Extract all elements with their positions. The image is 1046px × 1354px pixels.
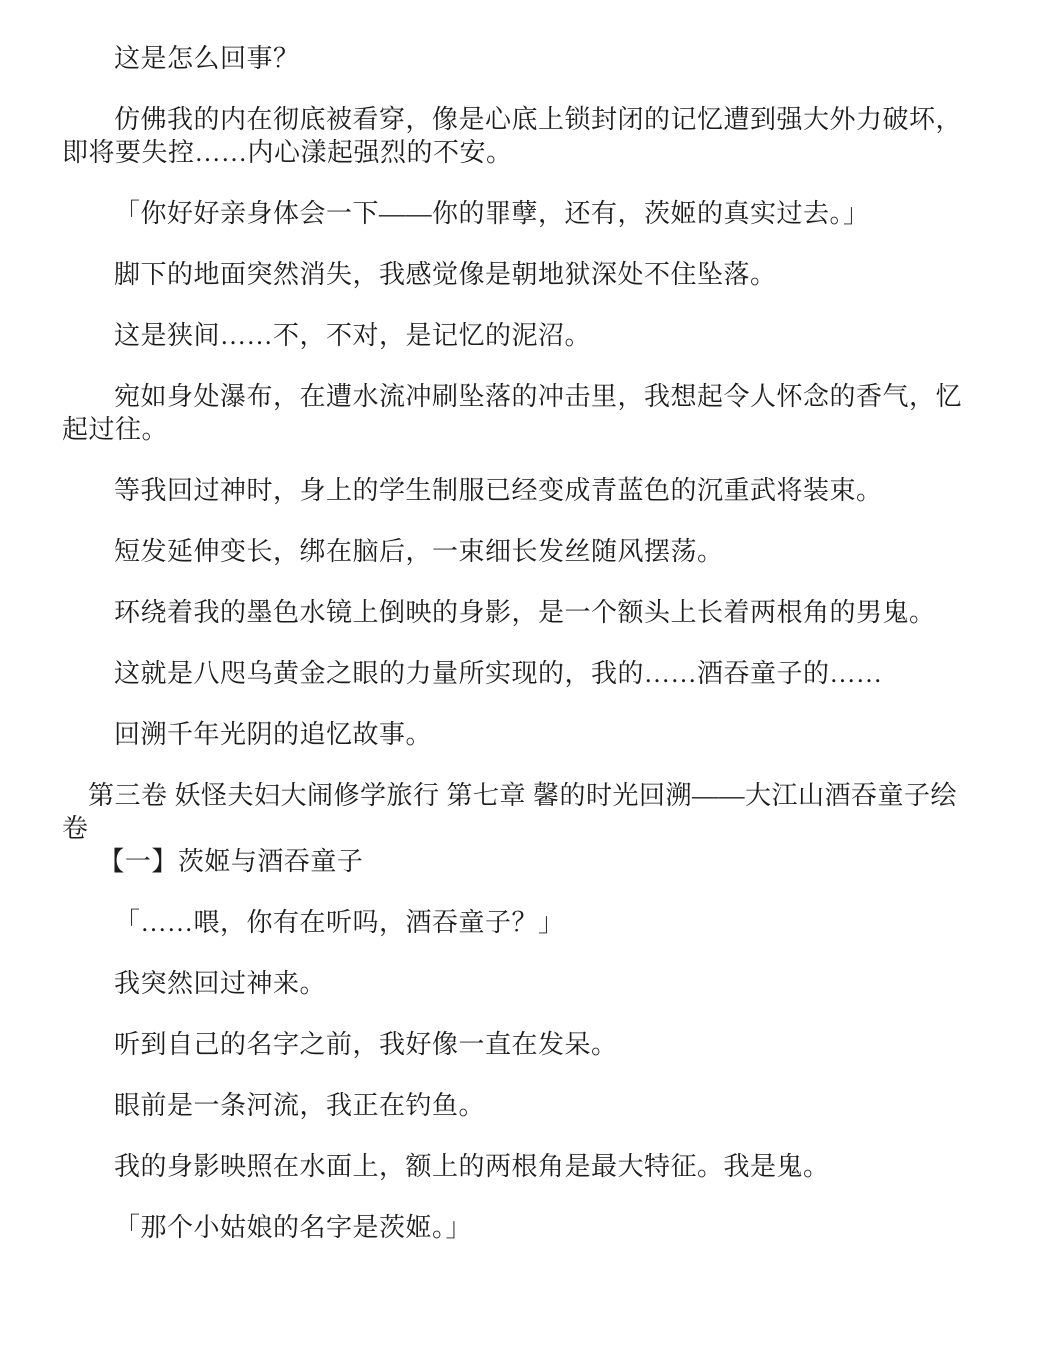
paragraph: 等我回过神时，身上的学生制服已经变成青蓝色的沉重武将装束。	[114, 476, 883, 505]
paragraph: 我的身影映照在水面上，额上的两根角是最大特征。我是鬼。	[114, 1152, 830, 1181]
section-heading: 【一】茨姬与酒吞童子	[98, 847, 364, 876]
paragraph: 眼前是一条河流，我正在钓鱼。	[114, 1091, 486, 1120]
dialogue-paragraph: 「那个小姑娘的名字是茨姬。」	[114, 1213, 473, 1242]
paragraph: 这是怎么回事？	[114, 44, 300, 73]
dialogue-paragraph: 「你好好亲身体会一下——你的罪孽，还有，茨姬的真实过去。」	[114, 199, 870, 228]
paragraph: 仿佛我的内在彻底被看穿，像是心底上锁封闭的记忆遭到强大外力破坏，即将要失控……内心漾起强烈的不安。	[62, 105, 963, 167]
paragraph: 宛如身处瀑布，在遭水流冲刷坠落的冲击里，我想起令人怀念的香气，忆起过往。	[62, 382, 963, 444]
chapter-heading: 第三卷 妖怪夫妇大闹修学旅行 第七章 馨的时光回溯——大江山酒吞童子绘卷	[62, 781, 958, 843]
dialogue-paragraph: 「……喂，你有在听吗，酒吞童子？」	[114, 908, 565, 937]
paragraph: 我突然回过神来。	[114, 969, 327, 998]
paragraph: 环绕着我的墨色水镜上倒映的身影，是一个额头上长着两根角的男鬼。	[114, 598, 936, 627]
paragraph: 回溯千年光阴的追忆故事。	[114, 720, 433, 749]
paragraph: 听到自己的名字之前，我好像一直在发呆。	[114, 1030, 618, 1059]
paragraph: 脚下的地面突然消失，我感觉像是朝地狱深处不住坠落。	[114, 260, 777, 289]
paragraph: 这就是八咫乌黄金之眼的力量所实现的，我的……酒吞童子的……	[114, 659, 883, 688]
paragraph: 短发延伸变长，绑在脑后，一束细长发丝随风摆荡。	[114, 537, 724, 566]
paragraph: 这是狭间……不，不对，是记忆的泥沼。	[114, 321, 592, 350]
